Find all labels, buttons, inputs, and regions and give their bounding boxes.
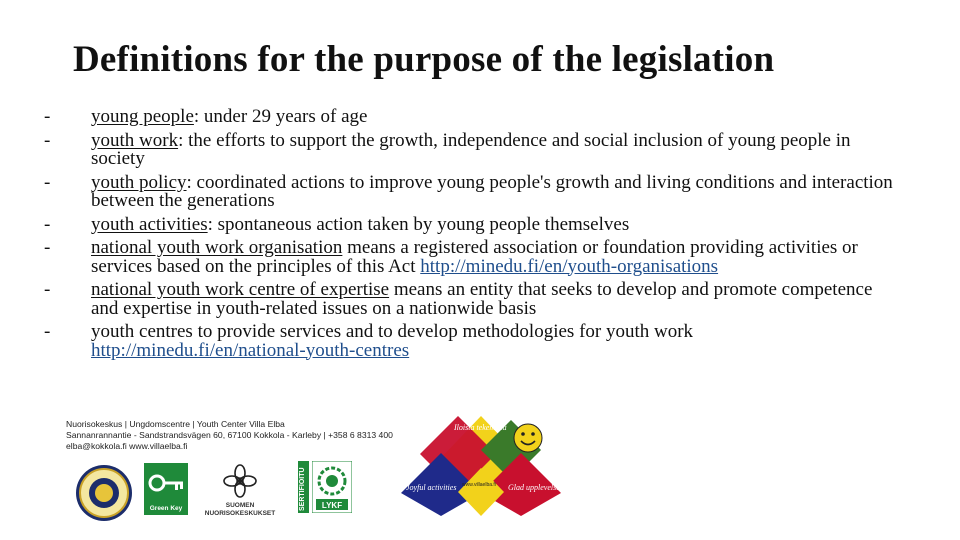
definition-term: young people — [91, 106, 194, 127]
definition-link[interactable]: http://minedu.fi/en/youth-organisations — [420, 255, 719, 277]
definition-term: national youth work organisation — [91, 237, 343, 258]
definition-text: means a registered association or foundation providing activities or services based on the principles of this Act — [91, 237, 858, 277]
definition-text: : coordinated actions to improve young people's growth and living conditions and interaction between the generations — [91, 171, 893, 211]
diamond-right-label: Glad upplevelser — [508, 483, 563, 492]
definition-text: : the efforts to support the growth, independence and social inclusion of young people in society — [91, 129, 851, 169]
definition-item — [44, 281, 904, 318]
certified-band — [298, 461, 309, 513]
page-title: Definitions for the purpose of the legislation — [73, 39, 775, 80]
definition-item — [44, 129, 904, 169]
definition-term: national youth work centre of expertise — [91, 279, 390, 300]
footer-line-name: Nuorisokeskus | Ungdomscentre | Youth Center Villa Elba — [66, 419, 285, 429]
definition-text: : spontaneous action taken by young people themselves — [207, 213, 630, 235]
definition-term: youth work — [91, 129, 179, 151]
definition-item — [44, 171, 904, 211]
definition-term: youth activities — [91, 213, 208, 235]
definition-term: youth policy — [91, 171, 187, 193]
diamond-url-label: www.villaelba.fi — [462, 482, 496, 488]
bullet-dash: - — [44, 213, 51, 235]
definition-item — [44, 213, 904, 235]
definition-text: means an entity that seeks to develop and promote competence and expertise in youth-related issues on a nationwide basis — [91, 279, 873, 319]
bullet-dash: - — [44, 279, 51, 300]
villa-elba-diamond-logo — [396, 408, 566, 518]
definition-text: : under 29 years of age — [193, 106, 368, 127]
bullet-dash: - — [44, 171, 51, 193]
bullet-dash: - — [44, 321, 51, 342]
green-key-label: Green Key — [149, 505, 183, 512]
certified-label: SERTIFIOITU — [299, 467, 306, 511]
footer-line-address: Sannanrannantie - Sandstrandsvägen 60, 67100 Kokkola - Karleby | +358 6 8313 400 — [66, 430, 393, 440]
definition-link[interactable]: http://minedu.fi/en/national-youth-centres — [91, 339, 410, 361]
bullet-dash: - — [44, 237, 51, 258]
association-seal-logo — [74, 463, 134, 523]
definition-item — [44, 323, 904, 360]
diamond-left-label: Joyful activities — [406, 483, 457, 492]
definition-text: youth centres to provide services and to develop methodologies for youth work — [91, 321, 694, 342]
definition-list — [44, 108, 904, 365]
lykf-label: LYKF — [321, 501, 343, 510]
definition-item — [44, 108, 904, 127]
diamond-top-label: Iloista tekemistä — [454, 423, 507, 432]
flower-emblem-icon — [220, 461, 260, 501]
definition-item — [44, 239, 904, 276]
bullet-dash: - — [44, 106, 51, 127]
bullet-dash: - — [44, 129, 51, 151]
nuoriso-logo-label: SUOMEN NUORISOKESKUKSET — [204, 502, 276, 517]
footer-line-contact: elba@kokkola.fi www.villaelba.fi — [66, 441, 188, 451]
